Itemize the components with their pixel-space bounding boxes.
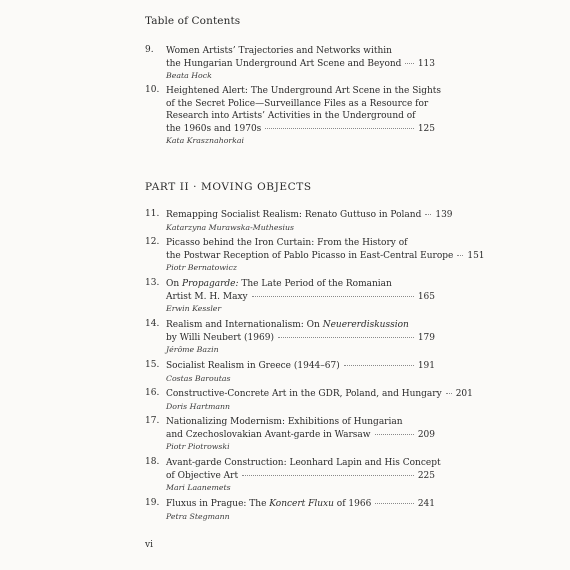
entry-title-line: Fluxus in Prague: The Koncert Fluxu of 1966: [166, 499, 372, 509]
entry-page-number: 201: [455, 389, 473, 399]
entry-author: Petra Stegmann: [166, 511, 230, 521]
entry-title-line: of Objective Art: [166, 470, 239, 481]
toc-entry-12[interactable]: [145, 237, 485, 274]
entry-title-line: the 1960s and 1970s: [166, 123, 262, 134]
entry-title-line: Research into Artists’ Activities in the Underground of: [166, 111, 416, 122]
entry-page-number: 139: [435, 210, 453, 220]
entry-title-line: Socialist Realism in Greece (1944–67): [166, 361, 340, 371]
entry-title-line: Avant-garde Construction: Leonhard Lapin and His Concept: [166, 458, 441, 468]
entry-author: Katarzyna Murawska-Muthesius: [166, 222, 294, 232]
entry-author: Erwin Kessler: [166, 304, 222, 314]
entry-number: 18.: [145, 457, 160, 467]
entry-author: Beata Hock: [166, 71, 212, 81]
toc-entry-17[interactable]: [145, 416, 435, 453]
entry-title-line: Heightened Alert: The Underground Art Scene in the Sights: [166, 86, 442, 96]
dot-leader: [344, 365, 414, 366]
dot-leader: [425, 214, 431, 215]
entry-page-number: 191: [417, 361, 435, 371]
entry-number: 19.: [145, 498, 160, 508]
entry-title-line: Women Artists’ Trajectories and Networks within: [166, 46, 392, 56]
entry-number: 9.: [145, 45, 154, 55]
entry-number: 14.: [145, 319, 160, 329]
entry-author: Costas Baroutas: [166, 373, 231, 383]
entry-title-line: Artist M. H. Maxy: [166, 291, 248, 302]
dot-leader: [265, 128, 414, 129]
dot-leader: [278, 337, 414, 338]
entry-title-line: Remapping Socialist Realism: Renato Guttuso in Poland: [166, 210, 422, 220]
running-head: Table of Contents: [145, 15, 241, 27]
dot-leader: [405, 63, 413, 64]
entry-number: 17.: [145, 416, 160, 426]
entry-page-number: 209: [417, 429, 435, 440]
toc-entry-19[interactable]: [145, 498, 435, 523]
entry-title-line: the Hungarian Underground Art Scene and Beyond: [166, 58, 402, 69]
entry-author: Piotr Bernatowicz: [166, 263, 237, 273]
entry-title-line: Realism and Internationalism: On Neuererdiskussion: [166, 320, 409, 330]
entry-number: 16.: [145, 388, 160, 398]
toc-entry-18[interactable]: [145, 457, 441, 494]
entry-title-line: of the Secret Police—Surveillance Files as a Resource for: [166, 98, 429, 109]
entry-page-number: 241: [417, 499, 435, 509]
toc-entry-10[interactable]: [145, 85, 442, 147]
entry-number: 11.: [145, 209, 160, 219]
entry-page-number: 125: [417, 123, 435, 134]
italic-term: Neuererdiskussion: [322, 320, 409, 330]
entry-number: 15.: [145, 360, 160, 370]
entry-title-line: the Postwar Reception of Pablo Picasso in East-Central Europe: [166, 250, 454, 261]
entry-title-line: Constructive-Concrete Art in the GDR, Poland, and Hungary: [166, 389, 442, 399]
toc-entry-11[interactable]: [145, 209, 453, 234]
entry-page-number: 165: [417, 291, 435, 302]
entry-page-number: 225: [417, 470, 435, 481]
entry-number: 12.: [145, 237, 160, 247]
entry-title-line: Picasso behind the Iron Curtain: From the History of: [166, 238, 408, 248]
entry-author: Jérôme Bazin: [166, 345, 219, 355]
entry-title-line: Nationalizing Modernism: Exhibitions of Hungarian: [166, 417, 403, 427]
page-folio: vi: [145, 540, 153, 550]
entry-title-line: by Willi Neubert (1969): [166, 332, 274, 343]
entry-title-line: On Propagarde: The Late Period of the Romanian: [166, 279, 392, 289]
italic-term: Propagarde:: [182, 279, 239, 289]
toc-entry-14[interactable]: [145, 319, 435, 356]
entry-page-number: 179: [417, 332, 435, 343]
dot-leader: [446, 393, 452, 394]
toc-entry-16[interactable]: [145, 388, 473, 413]
dot-leader: [375, 434, 414, 435]
dot-leader: [242, 475, 414, 476]
part-heading: PART II · MOVING OBJECTS: [145, 181, 312, 193]
entry-author: Piotr Piotrowski: [166, 442, 230, 452]
dot-leader: [252, 296, 414, 297]
entry-number: 10.: [145, 85, 160, 95]
italic-term: Koncert Fluxu: [269, 499, 334, 509]
toc-entry-15[interactable]: [145, 360, 435, 385]
entry-author: Doris Hartmann: [166, 401, 231, 411]
dot-leader: [457, 255, 463, 256]
entry-author: Mari Laanemets: [166, 483, 231, 493]
entry-author: Kata Krasznahorkai: [166, 136, 245, 146]
entry-title-line: and Czechoslovakian Avant-garde in Warsaw: [166, 429, 371, 440]
entry-page-number: 151: [467, 250, 485, 261]
entry-number: 13.: [145, 278, 160, 288]
toc-entry-9[interactable]: [145, 45, 435, 82]
toc-entry-13[interactable]: [145, 278, 435, 315]
dot-leader: [375, 503, 413, 504]
entry-page-number: 113: [417, 58, 435, 69]
